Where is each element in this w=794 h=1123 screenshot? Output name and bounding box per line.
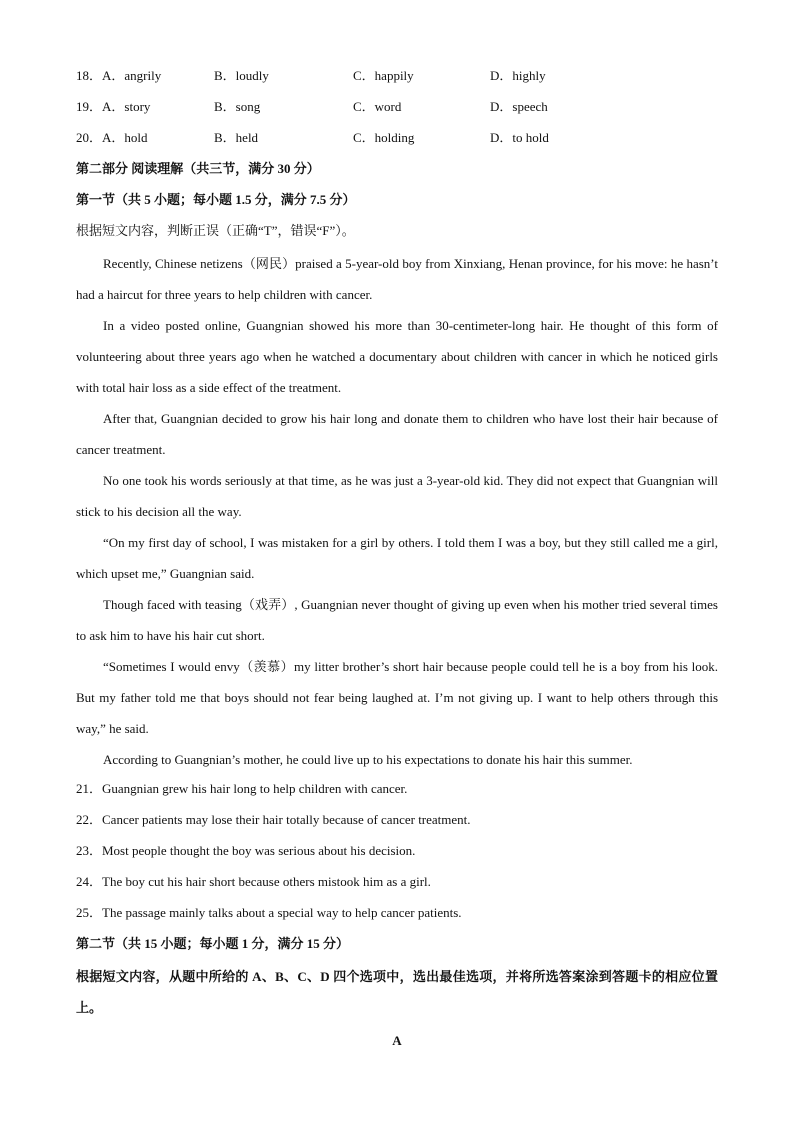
exam-page [76,62,718,1056]
tf-question: 24．The boy cut his hair short because others mistook him as a girl. [76,874,431,889]
option-row-18 [76,62,718,93]
tf-question: 22．Cancer patients may lose their hair totally because of cancer treatment. [76,812,471,827]
options-block [76,62,718,155]
section1-title: 第一节（共 5 小题；每小题 1.5 分，满分 7.5 分） [76,192,356,207]
option-a: A．hold [102,130,148,145]
reading-passage [76,248,718,775]
option-d: D．highly [490,68,546,83]
tf-question: 25．The passage mainly talks about a special way to help cancer patients. [76,905,462,920]
question-number: 18． [76,68,103,83]
question-option-a [76,62,161,90]
question-number: 19． [76,99,103,114]
question-number: 20． [76,130,103,145]
option-c: C．word [353,99,402,114]
question-option-a [76,93,150,121]
tf-question: 23．Most people thought the boy was serious about his decision. [76,843,416,858]
option-a: A．story [102,99,151,114]
passage-paragraph: Though faced with teasing（戏弄）, Guangnian never thought of giving up even when his mother tried several times to ask him to have his hair cut short. [76,597,718,643]
passage-paragraph: According to Guangnian’s mother, he could live up to his expectations to donate his hair this summer. [103,752,633,767]
option-d: D．to hold [490,130,549,145]
option-b: B．song [214,99,261,114]
passage-paragraph: In a video posted online, Guangnian showed his more than 30-centimeter-long hair. He thought of this form of volunteering about three years ago when he watched a documentary about children with cancer in which he noticed girls with total hair loss as a side effect of the treatment. [76,318,718,395]
passage-paragraph: “On my first day of school, I was mistaken for a girl by others. I told them I was a boy, but they still called me a girl, which upset me,” Guangnian said. [76,535,718,581]
section2-title: 第二节（共 15 小题；每小题 1 分，满分 15 分） [76,936,350,951]
passage-label: A [392,1033,402,1048]
option-row-19 [76,93,718,124]
part2-title: 第二部分 阅读理解（共三节，满分 30 分） [76,161,320,176]
tf-question: 21．Guangnian grew his hair long to help children with cancer. [76,781,408,796]
option-a: A．angrily [102,68,162,83]
section1-instruction: 根据短文内容，判断正误（正确“T”，错误“F”）。 [76,223,355,238]
option-c: C．holding [353,130,415,145]
passage-paragraph: After that, Guangnian decided to grow his hair long and donate them to children who have lost their hair because of cancer treatment. [76,411,718,457]
passage-paragraph: No one took his words seriously at that time, as he was just a 3-year-old kid. They did not expect that Guangnian will stick to his decision all the way. [76,473,718,519]
option-row-20 [76,124,718,155]
passage-paragraph: “Sometimes I would envy（羡慕）my litter brother’s short hair because people could tell he is a boy from his look. But my father told me that boys should not fear being laughed at. I’m not giving up. I want to help others through this way,” he said. [76,659,718,736]
option-b: B．loudly [214,68,269,83]
option-c: C．happily [353,68,414,83]
passage-paragraph: Recently, Chinese netizens（网民）praised a 5-year-old boy from Xinxiang, Henan province, for his move: he hasn’t had a haircut for three years to help children with cancer. [76,256,718,302]
true-false-questions [76,775,718,930]
option-d: D．speech [490,99,548,114]
option-b: B．held [214,130,259,145]
question-option-a [76,124,148,152]
section2-instruction: 根据短文内容，从题中所给的 A、B、C、D 四个选项中，选出最佳选项，并将所选答案涂到答题卡的相应位置上。 [76,969,718,1015]
